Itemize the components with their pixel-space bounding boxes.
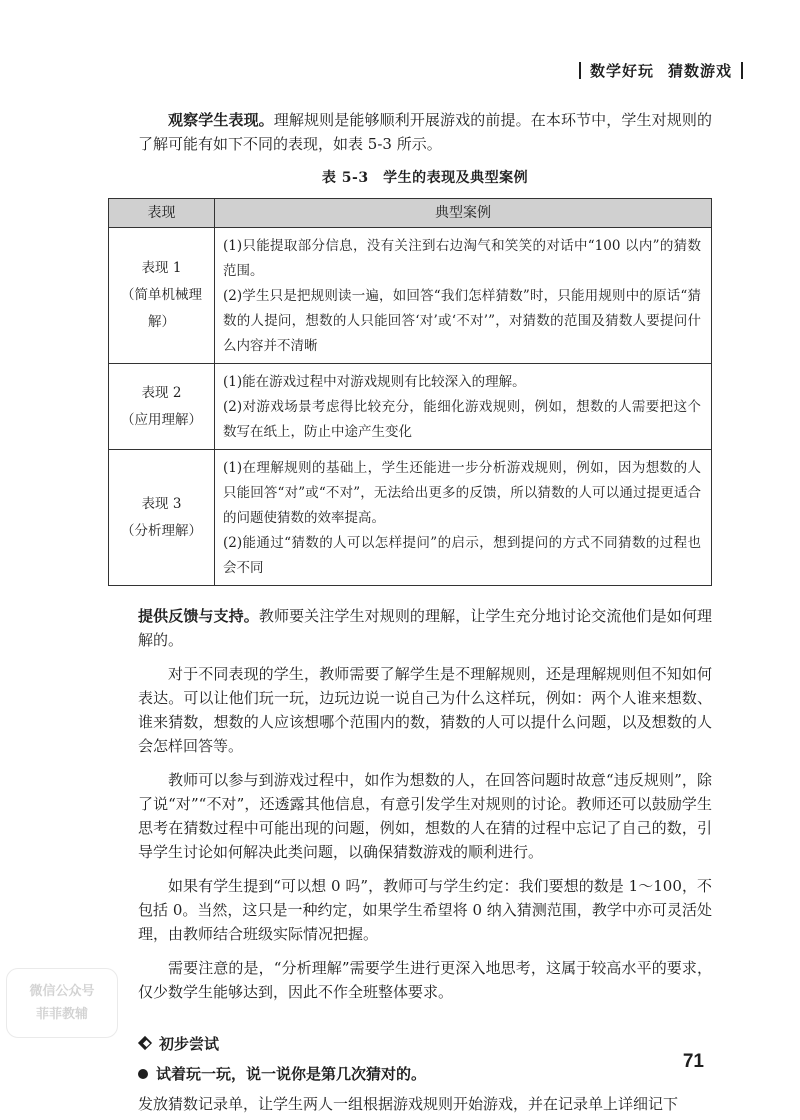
case-line: (1)能在游戏过程中对游戏规则有比较深入的理解。 — [223, 374, 526, 390]
case-line: (2)能通过“猜数的人可以怎样提问”的启示，想到提问的方式不同猜数的过程也会不同 — [223, 535, 701, 576]
row-label — [109, 228, 215, 364]
page-number: 71 — [682, 1051, 704, 1072]
body-paragraph: 对于不同表现的学生，教师需要了解学生是不理解规则，还是理解规则但不知如何表达。可以让他们玩一玩，边玩边说一说自己为什么这样玩，例如：两个人谁来想数、谁来猜数，想数的人应该想哪个范围内的数，猜数的人可以提什么问题，以及想数的人会怎样回答等。 — [138, 665, 712, 755]
header-part-title: 数学好玩 — [589, 62, 654, 80]
header-divider-left — [579, 62, 581, 79]
case-line: (1)只能提取部分信息，没有关注到右边淘气和笑笑的对话中“100 以内”的猜数范围。 — [223, 238, 701, 279]
watermark-line-2: 菲菲教辅 — [35, 1007, 88, 1022]
section-title: 初步尝试 — [159, 1035, 220, 1053]
last-paragraph: 发放猜数记录单，让学生两人一组根据游戏规则开始游戏，并在记录单上详细记下 — [138, 1095, 679, 1113]
row-label-title: 表现 1 — [141, 260, 182, 276]
row-cases — [215, 364, 712, 450]
row-label — [109, 450, 215, 586]
bullet-dot-icon — [138, 1069, 148, 1079]
page-body — [121, 108, 712, 1120]
row-cases — [215, 228, 712, 364]
table-row — [109, 228, 712, 364]
header-typical-cases: 典型案例 — [215, 199, 712, 228]
row-label-title: 表现 2 — [141, 384, 182, 401]
bullet-item — [138, 1062, 712, 1086]
feedback-text: 教师要关注学生对规则的理解，让学生充分地讨论交流他们是如何理解的。 — [138, 607, 712, 649]
case-line: (1)在理解规则的基础上，学生还能进一步分析游戏规则，例如，因为想数的人只能回答“对”或“不对”，无法给出更多的反馈，所以猜数的人可以通过提更适合的问题使猜数的效率提高。 — [223, 460, 701, 526]
intro-text: 理解规则是能够顺利开展游戏的前提。在本环节中，学生对规则的了解可能有如下不同的表现，如表 5-3 所示。 — [138, 111, 712, 153]
watermark — [6, 968, 118, 1038]
intro-lead: 观察学生表现。 — [168, 111, 274, 129]
body-paragraph: 教师可以参与到游戏过程中，如作为想数的人，在回答问题时故意“违反规则”，除了说“对”“不对”，还透露其他信息，有意引发学生对规则的讨论。教师还可以鼓励学生思考在猜数过程中可能出现的问题，例如，想数的人在猜的过程中忘记了自己的数，引导学生讨论如何解决此类问题，以确保猜数游戏的顺利进行。 — [138, 771, 712, 861]
performance-table — [108, 198, 712, 586]
row-label-type: （简单机械理解） — [121, 287, 202, 330]
table-row — [109, 450, 712, 586]
section-heading — [138, 1032, 712, 1056]
row-label-title: 表现 3 — [141, 495, 182, 512]
header-lesson-title: 猜数游戏 — [667, 62, 732, 80]
feedback-paragraph — [138, 604, 712, 652]
table-caption: 表 5-3 学生的表现及典型案例 — [321, 170, 529, 186]
feedback-lead: 提供反馈与支持。 — [138, 607, 259, 625]
case-line: (2)对游戏场景考虑得比较充分，能细化游戏规则，例如，想数的人需要把这个数写在纸上，防止中途产生变化 — [223, 399, 701, 440]
table-row — [109, 364, 712, 450]
body-paragraph: 如果有学生提到“可以想 0 吗”，教师可与学生约定：我们要想的数是 1～100，不包括 0。当然，这只是一种约定，如果学生希望将 0 纳入猜测范围，教学中亦可灵活处理，由教师结合班级实际情况把握。 — [138, 877, 712, 943]
row-label-type: （分析理解） — [121, 522, 202, 539]
table-header-row — [109, 199, 712, 228]
watermark-line-1: 微信公众号 — [29, 984, 95, 999]
bullet-text: 试着玩一玩，说一说你是第几次猜对的。 — [156, 1065, 427, 1083]
running-header — [570, 60, 752, 81]
row-cases — [215, 450, 712, 586]
case-line: (2)学生只是把规则读一遍，如回答“我们怎样猜数”时，只能用规则中的原话“猜数的人提问，想数的人只能回答‘对’或‘不对’”，对猜数的范围及猜数人要提问什么内容并不清晰 — [223, 288, 701, 354]
diamond-icon — [138, 1036, 154, 1052]
header-divider-right — [741, 62, 743, 79]
header-performance: 表现 — [109, 199, 215, 228]
row-label-type: （应用理解） — [121, 411, 202, 428]
body-paragraph: 需要注意的是，“分析理解”需要学生进行更深入地思考，这属于较高水平的要求，仅少数学生能够达到，因此不作全班整体要求。 — [138, 959, 712, 1001]
intro-paragraph — [138, 108, 712, 156]
row-label — [109, 364, 215, 450]
